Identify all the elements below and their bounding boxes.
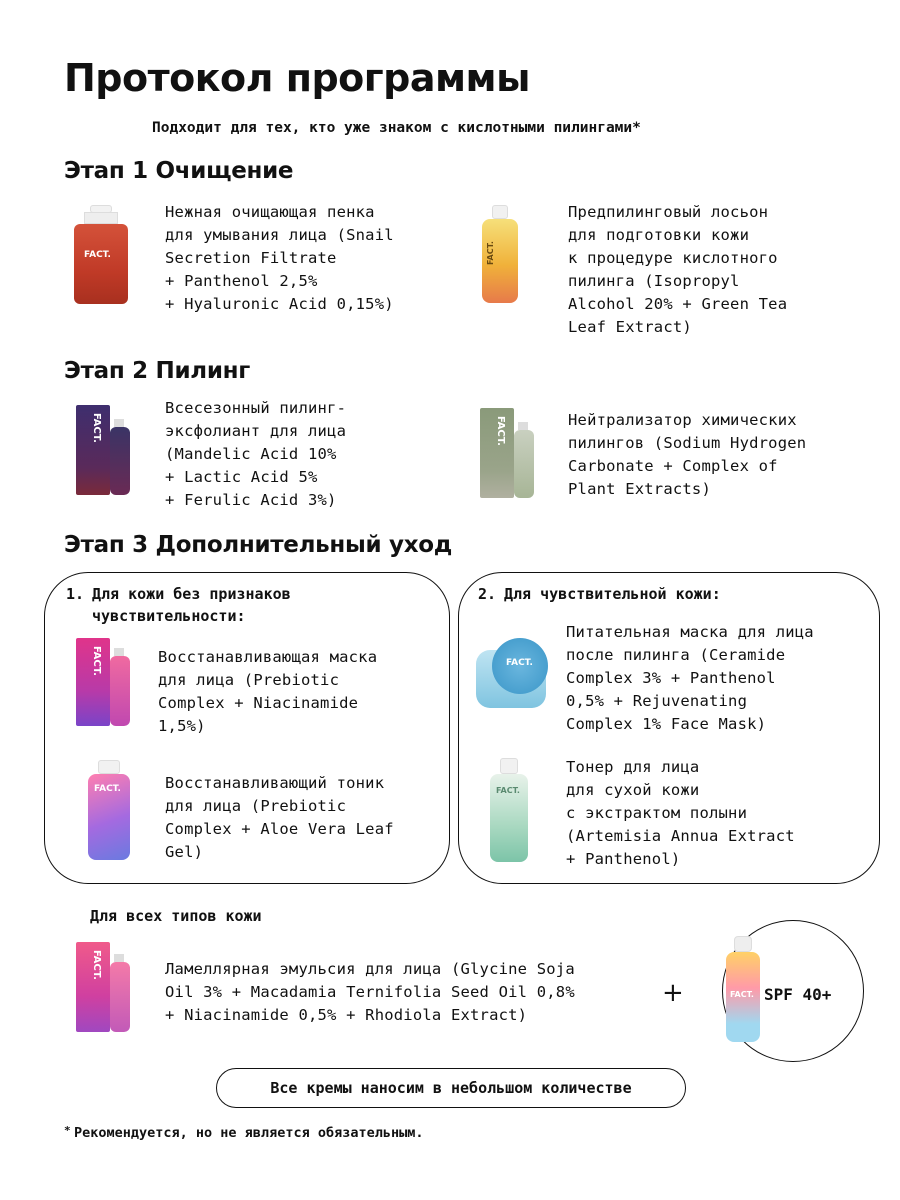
page-title: Протокол программы bbox=[64, 56, 530, 100]
group2-product2-text: Тонер для лица для сухой кожи с экстрактом полыни (Artemisia Annua Extract + Panthenol) bbox=[566, 758, 795, 868]
pre-peel-lotion-image: FACT. bbox=[480, 205, 520, 305]
stage2-product1-text: Всесезонный пилинг- эксфолиант для лица (Mandelic Acid 10% + Lactic Acid 5% + Ferulic Acid 3%) bbox=[165, 399, 347, 509]
page-subtitle: Подходит для тех, кто уже знаком с кислотными пилингами* bbox=[152, 120, 641, 136]
neutralizer-image: FACT. bbox=[480, 408, 544, 500]
spf-bottle-image: FACT. bbox=[724, 936, 762, 1046]
restoring-mask-image: FACT. bbox=[76, 638, 140, 730]
group1-heading: Для кожи без признаков чувствительности: bbox=[92, 585, 291, 625]
stage3-title: Этап 3 Дополнительный уход bbox=[64, 532, 453, 558]
group2-product1-text: Питательная маска для лица после пилинга (Ceramide Complex 3% + Panthenol 0,5% + Rejuvenating Complex 1% Face Mask) bbox=[566, 623, 814, 733]
footnote-mark: * bbox=[64, 1124, 71, 1137]
footnote-text: Рекомендуется, но не является обязательным. bbox=[74, 1125, 424, 1141]
stage1-product2-text: Предпилинговый лосьон для подготовки кожи к процедуре кислотного пилинга (Isopropyl Alcohol 20% + Green Tea Leaf Extract) bbox=[568, 203, 788, 336]
peeling-exfoliant-image: FACT. bbox=[76, 405, 140, 497]
spf-label: SPF 40+ bbox=[764, 985, 832, 1004]
lamellar-emulsion-image: FACT. bbox=[76, 942, 140, 1034]
plus-sign: + bbox=[662, 978, 684, 1008]
dry-skin-toner-image: FACT. bbox=[486, 758, 532, 862]
stage1-product1-text: Нежная очищающая пенка для умывания лица (Snail Secretion Filtrate + Panthenol 2,5% + Hyaluronic Acid 0,15%) bbox=[165, 203, 394, 313]
group1-product1-text: Восстанавливающая маска для лица (Prebiotic Complex + Niacinamide 1,5%) bbox=[158, 648, 378, 735]
group1-product2-text: Восстанавливающий тоник для лица (Prebiotic Complex + Aloe Vera Leaf Gel) bbox=[165, 774, 394, 861]
stage2-product2-text: Нейтрализатор химических пилингов (Sodium Hydrogen Carbonate + Complex of Plant Extracts) bbox=[568, 411, 807, 498]
nourishing-mask-jar-image: FACT. bbox=[472, 638, 550, 710]
stage1-title: Этап 1 Очищение bbox=[64, 158, 294, 184]
group1-number: 1. bbox=[66, 585, 85, 603]
group2-number: 2. bbox=[478, 585, 497, 603]
note-pill bbox=[216, 1068, 686, 1108]
note-pill-text: Все кремы наносим в небольшом количестве bbox=[270, 1079, 632, 1097]
group2-heading: Для чувствительной кожи: bbox=[504, 585, 721, 603]
restoring-toner-image: FACT. bbox=[86, 760, 132, 860]
all-skin-product-text: Ламеллярная эмульсия для лица (Glycine Soja Oil 3% + Macadamia Ternifolia Seed Oil 0,8% + Niacinamide 0,5% + Rhodiola Extract) bbox=[165, 960, 575, 1024]
stage2-title: Этап 2 Пилинг bbox=[64, 358, 250, 384]
foam-cleanser-image: FACT. bbox=[70, 205, 132, 305]
all-skin-heading: Для всех типов кожи bbox=[90, 907, 262, 925]
